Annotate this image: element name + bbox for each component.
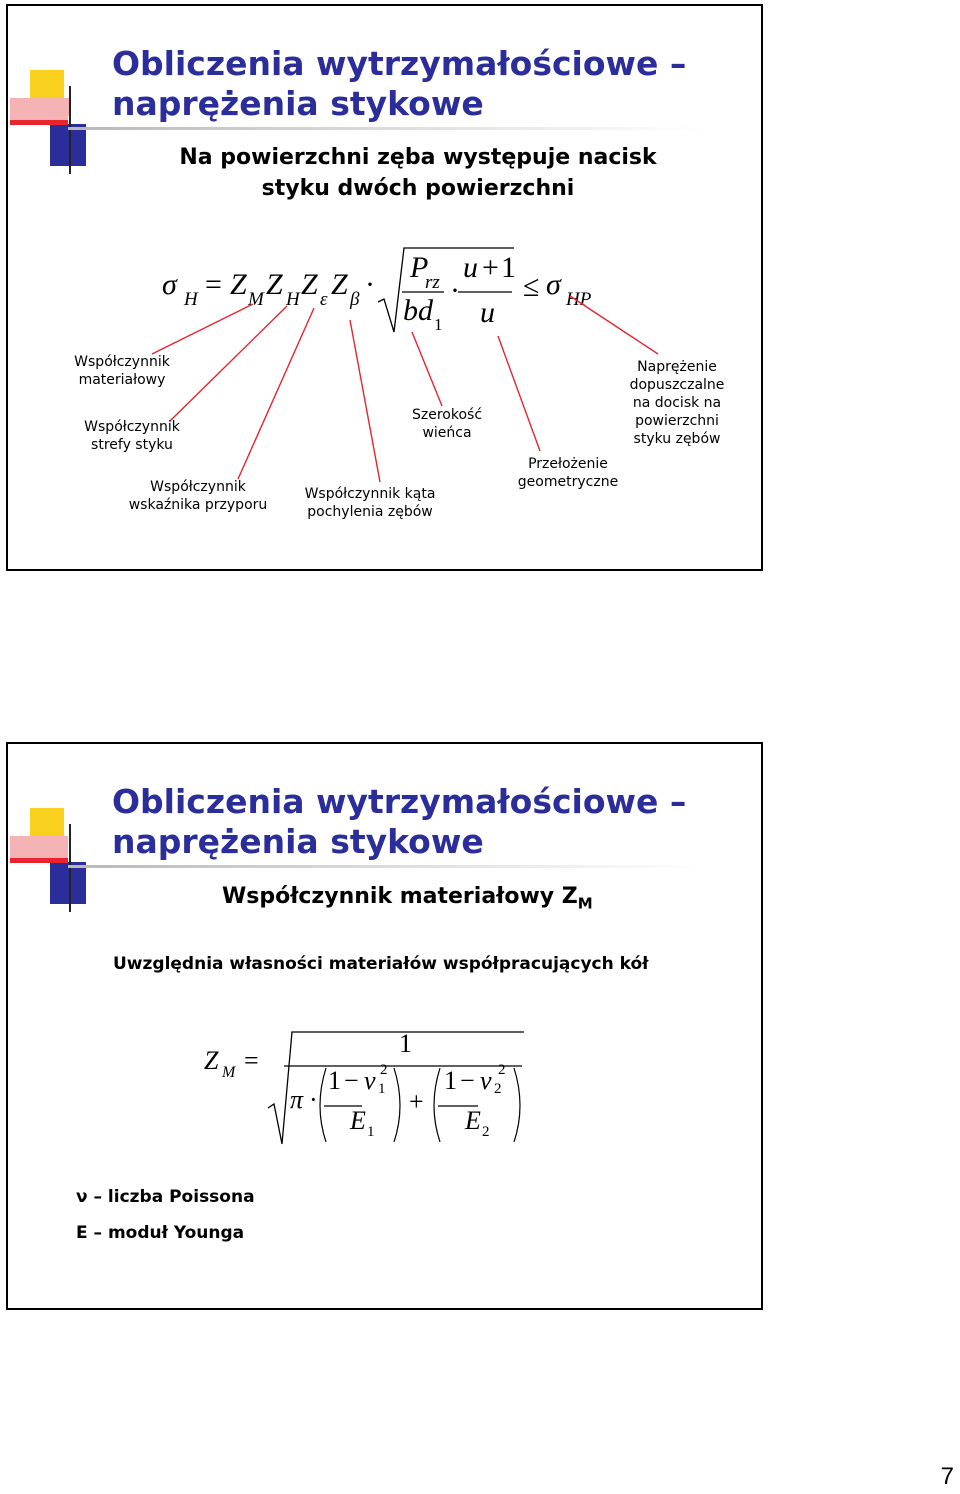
- label-gear-ratio: Przełożenie geometryczne: [517, 456, 619, 490]
- arrow-ratio: [498, 336, 540, 451]
- arrow-allow: [570, 296, 658, 354]
- label-face-width: Szerokość wieńca: [411, 407, 483, 441]
- formula-sigma: σ: [162, 268, 177, 301]
- label-allowable-stress: Naprężenie dopuszczalne na docisk na powierzchni styku zębów: [629, 359, 725, 447]
- label-material: Współczynnik materiałowy: [74, 354, 170, 388]
- label-zone: Współczynnik strefy styku: [84, 419, 180, 453]
- title-underline: [68, 865, 708, 868]
- slide-2: Obliczenia wytrzymałościowe – naprężenia stykowe Współczynnik materiałowy $Z_M$ Uwzględnia własności materiałów współpracujących kół Z M = 1 π · 1 − ν 1 2 E 1 + 1 − ν 2 2 E 2 ν – liczba Poissona E – moduł Younga: [6, 742, 763, 1310]
- legend-poisson: ν – liczba Poissona: [76, 1187, 255, 1207]
- slide-title-line2: naprężenia stykowe: [112, 822, 484, 861]
- arrow-helix: [350, 320, 380, 482]
- arrow-material: [152, 304, 253, 354]
- page-number: 7: [940, 1463, 954, 1490]
- slide-description: Uwzględnia własności materiałów współpracujących kół: [113, 954, 649, 974]
- label-contact-ratio: Współczynnik wskaźnika przyporu: [128, 479, 268, 513]
- slide-title-line1: Obliczenia wytrzymałościowe –: [112, 782, 687, 821]
- slide-decoration-blocks-icon: [8, 744, 118, 924]
- arrow-contact: [238, 308, 314, 479]
- arrow-width: [412, 332, 442, 406]
- slide-subtitle-line1: Na powierzchni zęba występuje nacisk: [179, 145, 657, 170]
- label-helix-angle: Współczynnik kąta pochylenia zębów: [304, 486, 436, 520]
- slide-subtitle-line2: styku dwóch powierzchni: [261, 176, 575, 201]
- slide-subtitle: Współczynnik materiałowy $Z_M$: [222, 884, 593, 913]
- slide-title-line2: naprężenia stykowe: [112, 84, 484, 123]
- slide-1: Obliczenia wytrzymałościowe – naprężenia stykowe Na powierzchni zęba występuje nacisk styku dwóch powierzchni σ H = Z M Z H Z ε Z β · P rz b d 1 · u + 1 u ≤ σ HP Współczynnik materiałowy Współczynnik strefy styku Współczynnik wskaźnika przyporu Współczynnik kąta pochylenia zębów Szerokość wieńca Przełożenie geometryczne Naprężenie dopuszczalne na docisk na powierzchni styku zębów: [6, 4, 763, 571]
- slide-title-line1: Obliczenia wytrzymałościowe –: [112, 44, 687, 83]
- legend-young: E – moduł Younga: [76, 1223, 245, 1243]
